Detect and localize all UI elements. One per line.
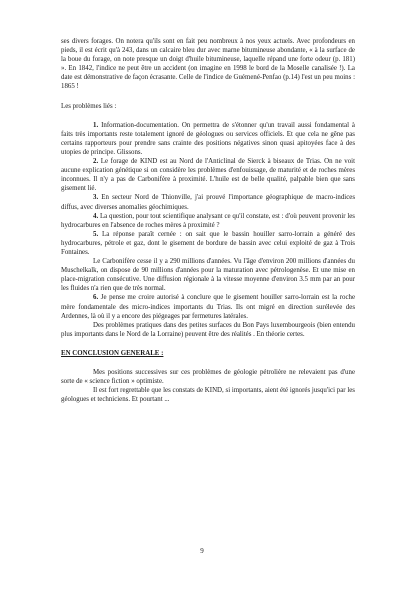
problem-item-6 xyxy=(61,293,355,320)
problem-item-6b xyxy=(61,321,355,339)
page-number: 9 xyxy=(200,547,204,555)
conclusion-title: EN CONCLUSION GENERALE : xyxy=(61,349,164,357)
conclusion-paragraph-2: Il est fort regrettable que les constats de KIND, si importants, aient été ignorés jusqu'ici par les géologues et techniciens. Et pourtant ... xyxy=(61,387,355,404)
problem-number: 1. xyxy=(93,121,99,129)
problem-item-1 xyxy=(61,121,355,157)
problem-item-5 xyxy=(61,230,355,257)
problem-text: Information-documentation. On permettra de s'étonner qu'un travail aussi fondamental à faits très importants reste totalement ignoré de géologues ou services officiels. Et que cela ne gêne pas certains rapporteurs pour prendre sans crainte des positions négatives sinon quasi apitoyées face à des utopies de principe. Glissons. xyxy=(61,121,355,156)
problem-text: La question, pour tout scientifique analysant ce qu'il constate, est : d'où peuvent provenir les hydrocarbures en l'absence de roches mères à proximité ? xyxy=(61,212,355,229)
problem-number: 6. xyxy=(93,294,99,302)
problem-text: La réponse paraît cernée : on sait que le bassin houiller sarro-lorrain a généré des hydrocarbures, pétrole et gaz, dont le gisement de bordure de bassin avec celui exploité de gaz à Trois Fontaines. xyxy=(61,230,356,256)
problem-text: Le forage de KIND est au Nord de l'Anticlinal de Sierck à biseaux de Trias. On ne voit aucune explication génétique si on considère les problèmes d'enfouissage, de maturité et de roches mères inconnues. Il n'y a pas de Carbonifère à proximité. L'huile est de belle qualité, palpable bien que sans gisement lié. xyxy=(61,158,355,193)
problem-number: 2. xyxy=(93,158,99,166)
problem-item-4 xyxy=(61,212,355,230)
problem-number: 5. xyxy=(93,230,99,238)
problem-item-2 xyxy=(61,157,355,193)
intro-paragraph: ses divers forages. On notera qu'ils sont en fait peu nombreux à nos yeux actuels. Avec profondeurs en pieds, il est écrit qu'à 243, dans un calcaire bleu dur avec marne bitumineuse abondante, « à la surface de la boue du forage, on note presque un doigt d'huile bitumineuse, laquelle répand une forte odeur (p. 181) ». En 1842, l'indice ne peut être un accident (on imagine en 1998 le bord de la Moselle canalisée !). La date est démonstrative de façon écrasante. Celle de l'indice de Guémené-Penfao (p.14) l'est un peu moins : 1865 ! xyxy=(61,38,355,91)
problem-number: 3. xyxy=(93,194,99,202)
conclusion-paragraph-1: Mes positions successives sur ces problèmes de géologie pétrolière ne relevaient pas d'une sorte de « science fiction » optimiste. xyxy=(61,369,355,386)
problem-number: 4. xyxy=(93,212,99,220)
problem-text: En secteur Nord de Thionville, j'ai prouvé l'importance géographique de macro-indices diffus, avec diverses anomalies géochimiques. xyxy=(61,194,355,211)
problem-text: Je pense me croire autorisé à conclure que le gisement houiller sarro-lorrain est la roche mère fondamentale des micro-indices importants du Trias. Ils ont migré en direction surélevée des Ardennes, là où il y a encore des piégeages par fermetures latérales. xyxy=(61,294,356,320)
problem-text: Des problèmes pratiques dans des petites surfaces du Bon Pays luxembourgeois (bien entendu plus importants dans le Nord de la Lorraine) peuvent être des réalités . En théorie certes. xyxy=(61,321,355,338)
problems-heading: Les problèmes liés : xyxy=(61,102,117,110)
problem-item-5b xyxy=(61,257,355,293)
problem-text: Le Carbonifère cesse il y a 290 millions d'années. Vu l'âge d'environ 200 millions d'années du Muschelkalk, on dispose de 90 millions d'années pour la maturation avec pétrologenèse. Et une mise en place-migration consécutive. Une diffusion régionale à la vitesse moyenne d'environ 3.5 mm par an pour les fluides n'a rien que de très normal. xyxy=(61,258,355,293)
problem-item-3 xyxy=(61,193,355,211)
